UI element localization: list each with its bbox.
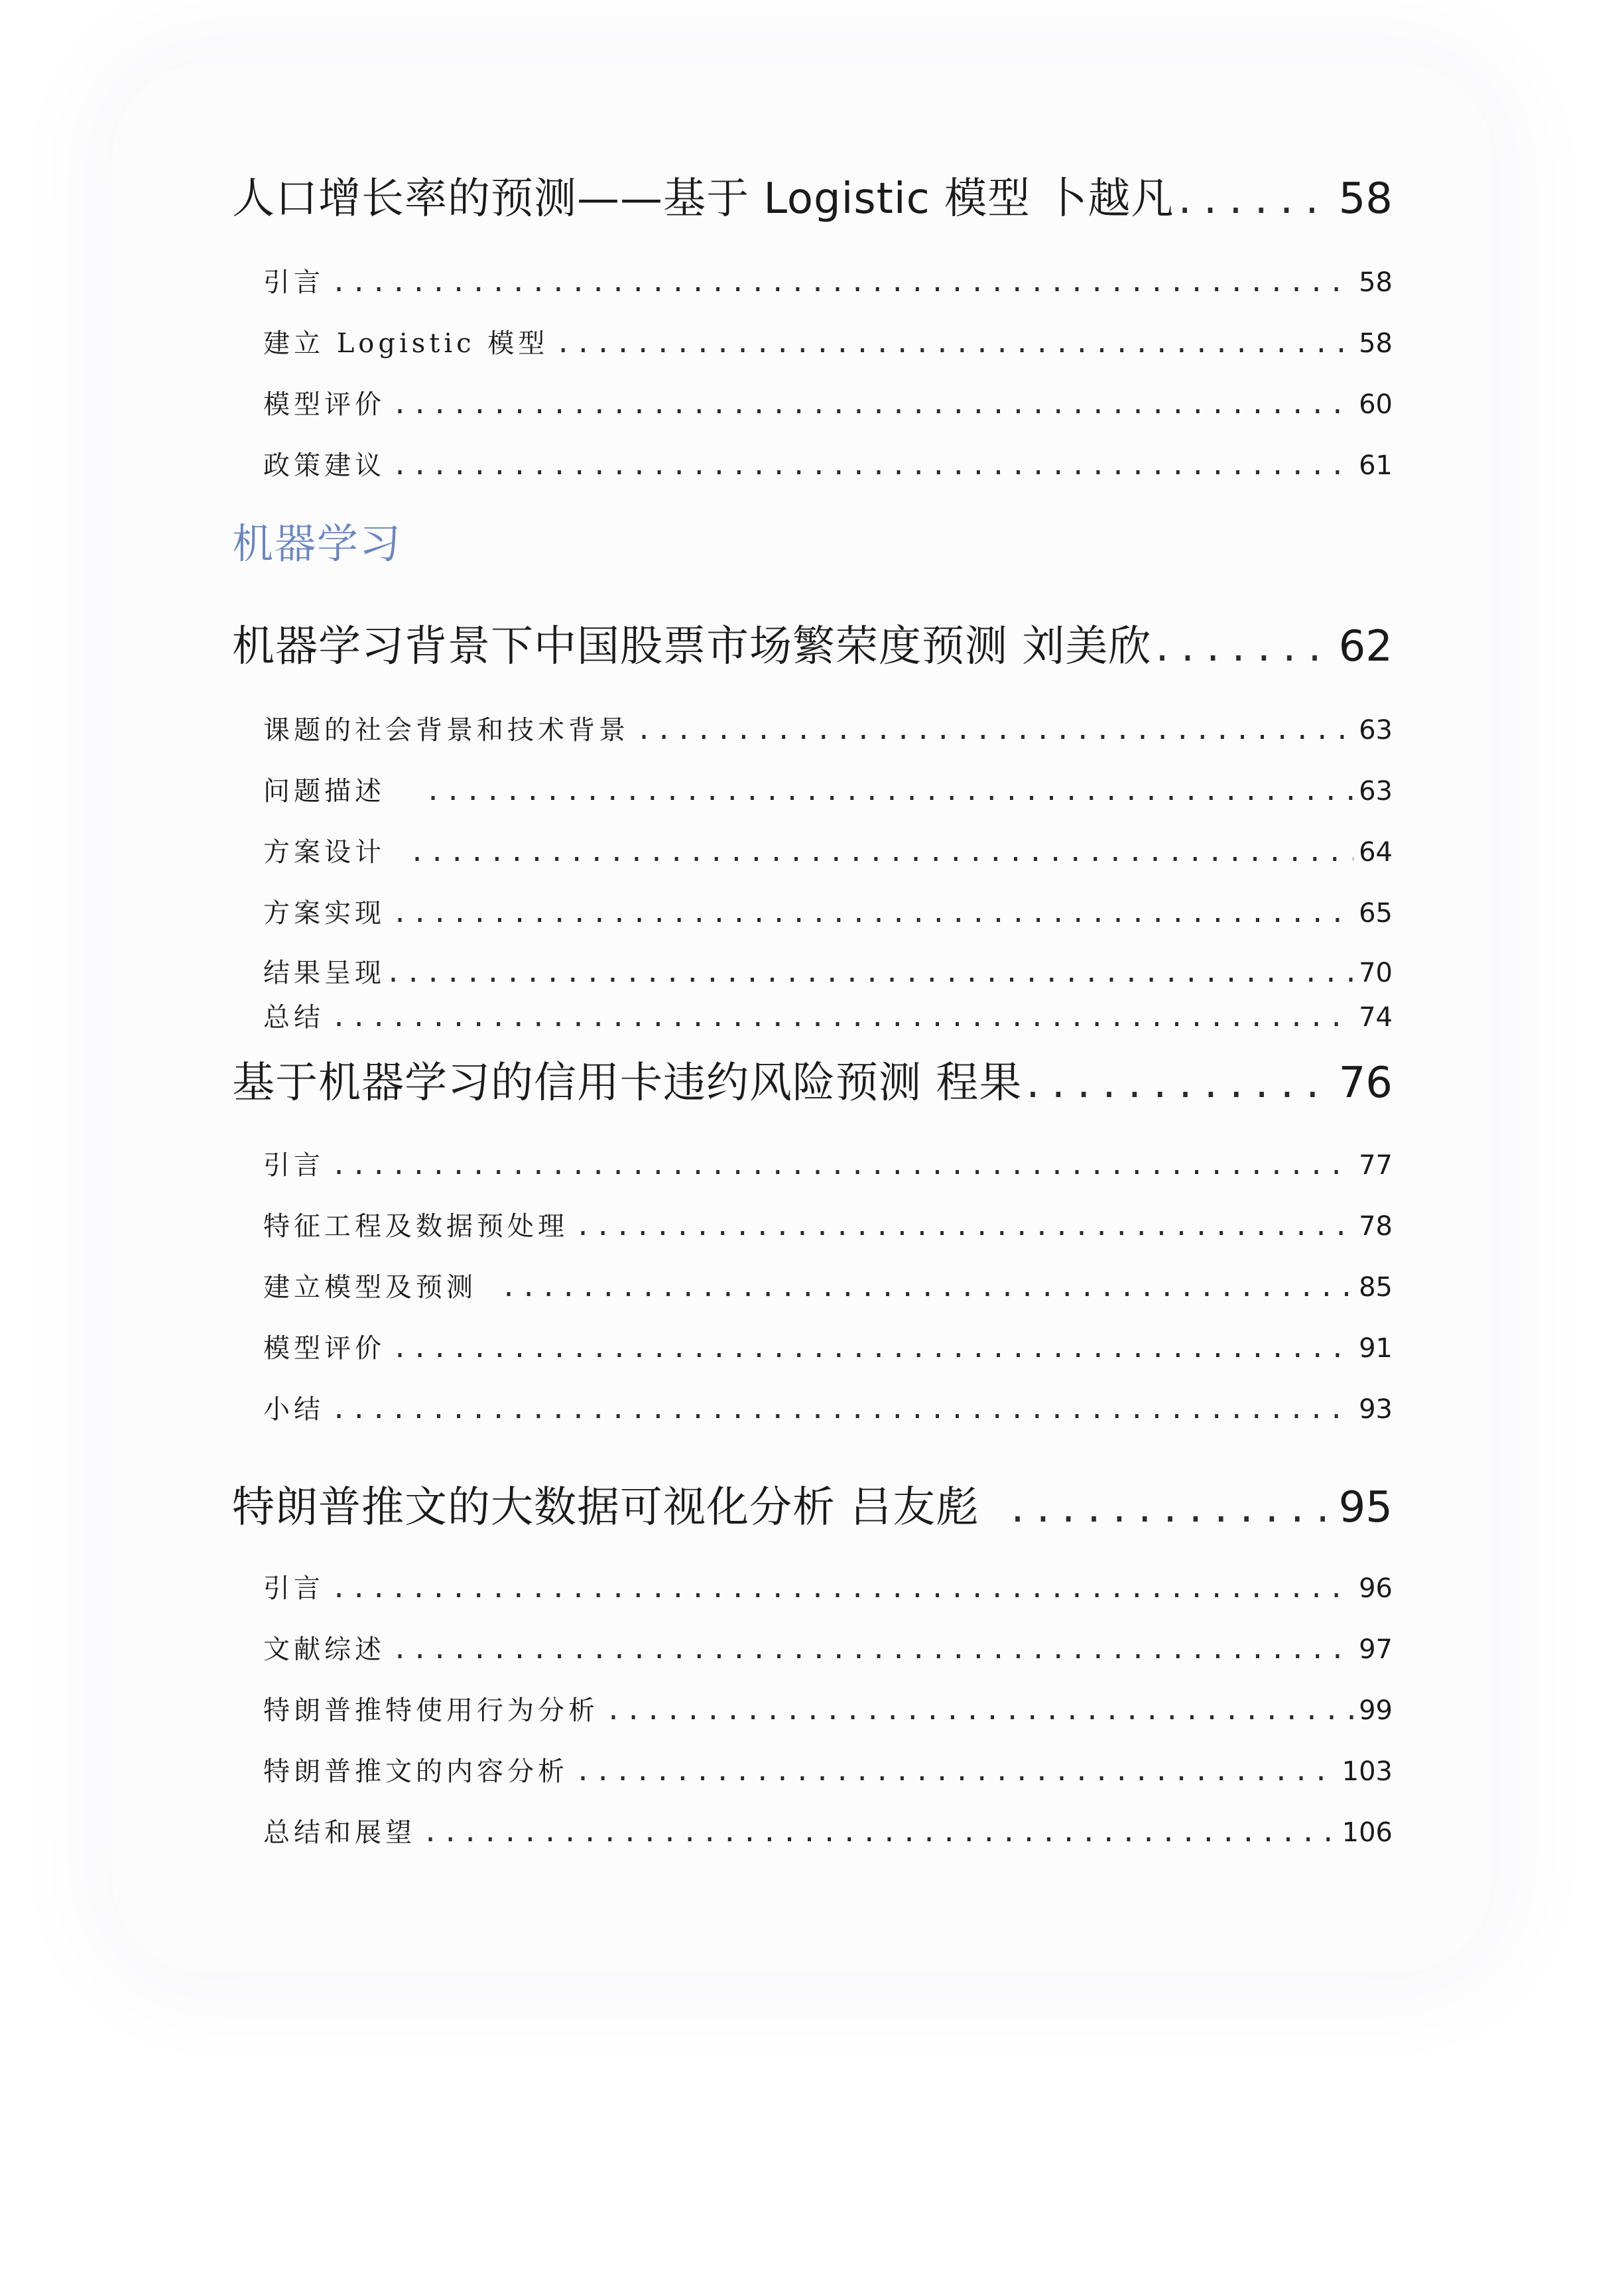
dot-leader — [392, 446, 1353, 486]
toc-entry-title: 人口增长率的预测——基于 Logistic 模型 卜越凡 — [232, 174, 1174, 224]
dot-leader — [605, 1691, 1353, 1731]
toc-subentry-page: 97 — [1359, 1634, 1393, 1665]
toc-subentry-label: 课题的社会背景和技术背景 — [263, 715, 629, 746]
toc-subentry[interactable] — [263, 446, 1393, 486]
dot-leader — [1011, 1478, 1330, 1537]
dot-leader — [392, 1329, 1353, 1368]
toc-subentry[interactable] — [263, 771, 1393, 811]
toc-subentry[interactable] — [263, 1752, 1393, 1792]
toc-subentry-label: 特征工程及数据预处理 — [263, 1211, 568, 1242]
toc-subentry-label: 问题描述 — [263, 776, 385, 807]
toc-subentry-page: 103 — [1342, 1756, 1393, 1787]
dot-leader — [385, 953, 1353, 993]
toc-subentry-page: 91 — [1359, 1333, 1393, 1364]
toc-entry-stock-market[interactable] — [232, 617, 1393, 677]
dot-leader — [392, 1630, 1353, 1669]
dot-leader — [392, 385, 1353, 425]
toc-subentry-page: 85 — [1359, 1272, 1393, 1303]
toc-subentry[interactable] — [263, 1691, 1393, 1731]
toc-subentry[interactable] — [263, 710, 1393, 750]
toc-subentry-label: 总结 — [263, 1002, 324, 1033]
toc-subentry-label: 结果呈现 — [263, 958, 385, 988]
toc-subentry-page: 77 — [1359, 1150, 1393, 1181]
toc-subentry-label: 方案实现 — [263, 898, 385, 929]
toc-subentry-label: 特朗普推文的内容分析 — [263, 1756, 568, 1787]
toc-subentry-page: 58 — [1359, 267, 1393, 298]
toc-subentry[interactable] — [263, 1390, 1393, 1429]
toc-subentry-label: 引言 — [263, 1573, 324, 1604]
toc-subentry[interactable] — [263, 1329, 1393, 1368]
dot-leader — [331, 998, 1353, 1037]
toc-entry-page: 58 — [1338, 174, 1393, 224]
toc-subentry-label: 特朗普推特使用行为分析 — [263, 1695, 599, 1726]
toc-subentry-page: 99 — [1359, 1695, 1393, 1726]
toc-subentry-page: 93 — [1359, 1394, 1393, 1425]
section-heading-machine-learning: 机器学习 — [232, 519, 403, 568]
toc-subentry[interactable] — [263, 1268, 1393, 1307]
dot-leader — [575, 1752, 1337, 1792]
toc-entry-title: 机器学习背景下中国股票市场繁荣度预测 刘美欣 — [232, 622, 1152, 671]
toc-subentry-page: 61 — [1359, 450, 1393, 481]
toc-entry-credit-card[interactable] — [232, 1053, 1393, 1113]
dot-leader — [1178, 169, 1331, 229]
toc-entry-title: 特朗普推文的大数据可视化分析 吕友彪 — [232, 1483, 979, 1532]
toc-subentry-page: 60 — [1359, 389, 1393, 420]
dot-leader — [392, 893, 1353, 933]
toc-entry-title: 基于机器学习的信用卡违约风险预测 程果 — [232, 1059, 1023, 1108]
toc-subentry[interactable] — [263, 324, 1393, 363]
toc-subentry-page: 63 — [1359, 776, 1393, 807]
toc-entry-trump-tweets[interactable] — [232, 1478, 1393, 1537]
dot-leader — [422, 1813, 1337, 1853]
toc-subentry-page: 58 — [1359, 328, 1393, 359]
toc-subentry-page: 74 — [1359, 1002, 1393, 1033]
toc-entry-page: 76 — [1338, 1059, 1393, 1108]
toc-subentry-page: 65 — [1359, 898, 1393, 929]
toc-subentry[interactable] — [263, 1145, 1393, 1185]
toc-subentry-label: 小结 — [263, 1394, 324, 1425]
dot-leader — [331, 1390, 1353, 1429]
toc-subentry-label: 文献综述 — [263, 1634, 385, 1665]
dot-leader — [1026, 1053, 1330, 1113]
toc-subentry[interactable] — [263, 893, 1393, 933]
dot-leader — [331, 1569, 1353, 1608]
dot-leader — [409, 832, 1353, 872]
toc-subentry[interactable] — [263, 1813, 1393, 1853]
toc-subentry[interactable] — [263, 1630, 1393, 1669]
toc-subentry-label: 方案设计 — [263, 837, 385, 868]
dot-leader — [636, 710, 1353, 750]
toc-subentry-page: 64 — [1359, 837, 1393, 868]
toc-subentry[interactable] — [263, 953, 1393, 993]
dot-leader — [575, 1207, 1353, 1246]
toc-subentry-label: 引言 — [263, 267, 324, 298]
toc-subentry[interactable] — [263, 263, 1393, 302]
toc-subentry-label: 建立 Logistic 模型 — [263, 328, 549, 359]
dot-leader — [501, 1268, 1353, 1307]
toc-subentry[interactable] — [263, 1207, 1393, 1246]
toc-subentry[interactable] — [263, 998, 1393, 1037]
toc-subentry[interactable] — [263, 1569, 1393, 1608]
toc-subentry-page: 70 — [1359, 958, 1393, 988]
dot-leader — [555, 324, 1353, 363]
table-of-contents — [232, 0, 1393, 2289]
toc-subentry-page: 63 — [1359, 715, 1393, 746]
toc-subentry-label: 政策建议 — [263, 450, 385, 481]
toc-entry-page: 95 — [1338, 1483, 1393, 1532]
toc-subentry-label: 引言 — [263, 1150, 324, 1181]
dot-leader — [331, 263, 1353, 302]
toc-subentry[interactable] — [263, 385, 1393, 425]
toc-subentry-label: 模型评价 — [263, 389, 385, 420]
toc-entry-population-growth[interactable] — [232, 169, 1393, 229]
toc-subentry[interactable] — [263, 832, 1393, 872]
toc-subentry-page: 78 — [1359, 1211, 1393, 1242]
toc-subentry-label: 总结和展望 — [263, 1817, 416, 1848]
dot-leader — [331, 1145, 1353, 1185]
dot-leader — [425, 771, 1353, 811]
toc-entry-page: 62 — [1338, 622, 1393, 671]
dot-leader — [1155, 617, 1330, 677]
toc-subentry-page: 96 — [1359, 1573, 1393, 1604]
toc-subentry-label: 建立模型及预测 — [263, 1272, 477, 1303]
toc-subentry-page: 106 — [1342, 1817, 1393, 1848]
toc-subentry-label: 模型评价 — [263, 1333, 385, 1364]
